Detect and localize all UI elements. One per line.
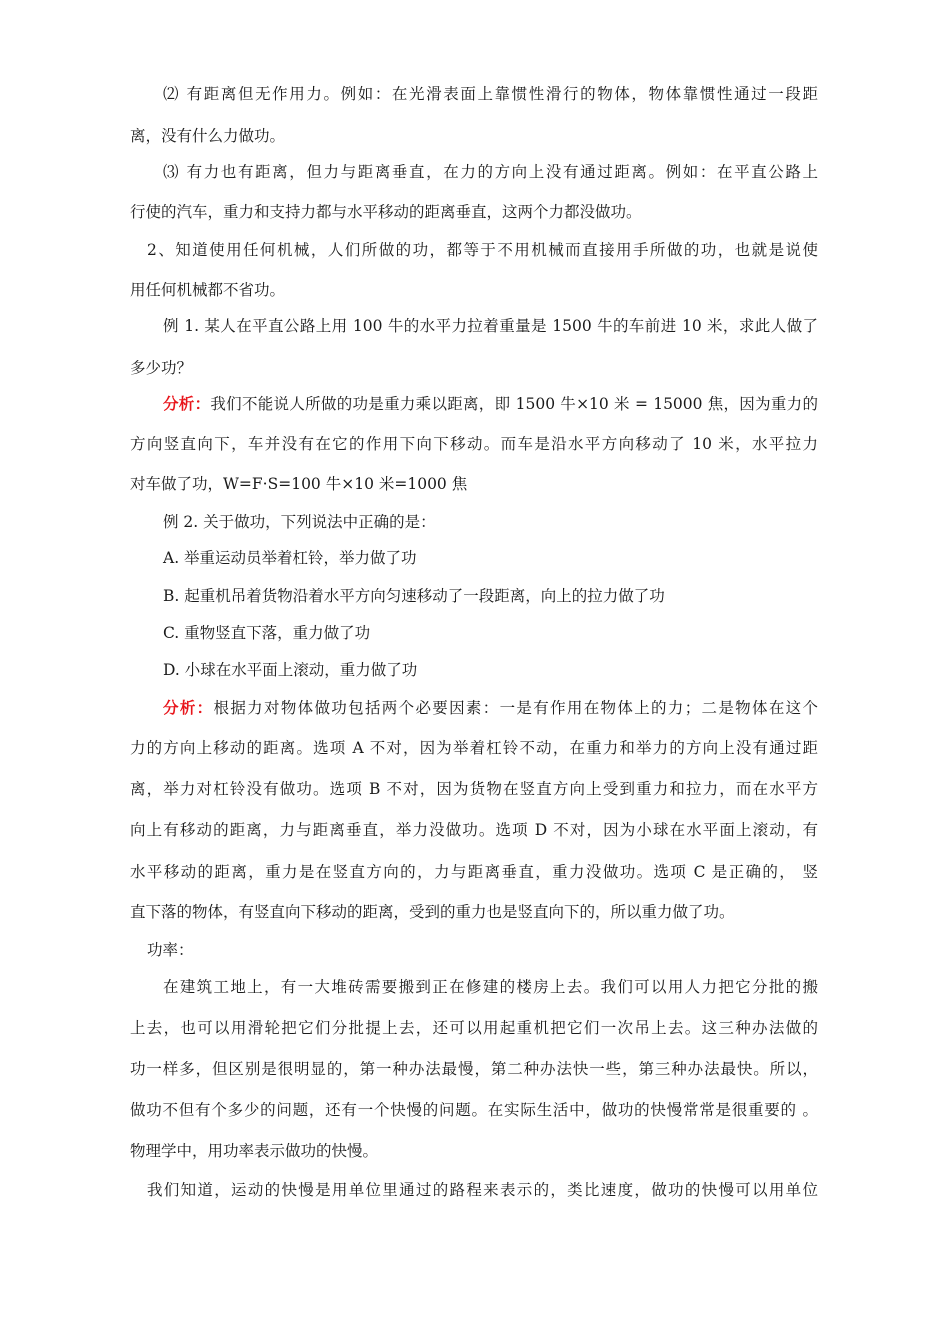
paragraph-line: 向上有移动的距离，力与距离垂直，举力没做功。选项 D 不对，因为小球在水平面上滚动，有 — [130, 821, 818, 839]
paragraph-line: 方向竖直向下，车并没有在它的作用下向下移动。而车是沿水平方向移动了 10 米，水平拉力 — [130, 435, 818, 453]
paragraph-line: 水平移动的距离，重力是在竖直方向的，力与距离垂直，重力没做功。选项 C 是正确的， 竖 — [130, 863, 818, 881]
section-title-power: 功率： — [147, 941, 194, 959]
paragraph-line: 多少功？ — [130, 359, 193, 377]
analysis-2-line — [163, 698, 818, 718]
analysis-label: 分析： — [163, 394, 211, 413]
option-a: A. 举重运动员举着杠铃，举力做了功 — [163, 549, 417, 567]
paragraph-line: 直下落的物体，有竖直向下移动的距离，受到的重力也是竖直向下的，所以重力做了功。 — [130, 903, 735, 921]
paragraph-line: 行使的汽车，重力和支持力都与水平移动的距离垂直，这两个力都没做功。 — [130, 203, 642, 221]
paragraph-line: 功一样多，但区别是很明显的，第一种办法最慢，第二种办法快一些，第三种办法最快。所以， — [130, 1060, 818, 1078]
paragraph-line: 力的方向上移动的距离。选项 A 不对，因为举着杠铃不动，在重力和举力的方向上没有通过距 — [130, 739, 818, 757]
paragraph-line: 用任何机械都不省功。 — [130, 281, 286, 299]
option-d: D. 小球在水平面上滚动，重力做了功 — [163, 661, 418, 679]
paragraph-line: 离，举力对杠铃没有做功。选项 B 不对，因为货物在竖直方向上受到重力和拉力，而在水平方 — [130, 780, 818, 798]
analysis-text: 根据力对物体做功包括两个必要因素：一是有作用在物体上的力；二是物体在这个 — [213, 699, 818, 717]
example-1-question: 例 1. 某人在平直公路上用 100 牛的水平力拉着重量是 1500 牛的车前进 10 米，求此人做了 — [163, 317, 818, 335]
analysis-text: 我们不能说人所做的功是重力乘以距离，即 1500 牛×10 米 = 15000 焦，因为重力的 — [210, 395, 818, 413]
paragraph-line: 物理学中，用功率表示做功的快慢。 — [130, 1142, 379, 1160]
paragraph-line: 做功不但有个多少的问题，还有一个快慢的问题。在实际生活中，做功的快慢常常是很重要的 。 — [130, 1101, 818, 1119]
example-2-question: 例 2. 关于做功，下列说法中正确的是： — [163, 513, 436, 531]
paragraph-line: 上去，也可以用滑轮把它们分批提上去，还可以用起重机把它们一次吊上去。这三种办法做的 — [130, 1019, 818, 1037]
option-b: B. 起重机吊着货物沿着水平方向匀速移动了一段距离，向上的拉力做了功 — [163, 587, 665, 605]
paragraph-line: ⑵ 有距离但无作用力。例如：在光滑表面上靠惯性滑行的物体，物体靠惯性通过一段距 — [163, 85, 818, 103]
paragraph-line: 对车做了功，W=F·S=100 牛×10 米=1000 焦 — [130, 475, 468, 493]
analysis-1-line — [163, 394, 818, 414]
paragraph-line: 离，没有什么力做功。 — [130, 127, 286, 145]
paragraph-line: 我们知道，运动的快慢是用单位里通过的路程来表示的，类比速度，做功的快慢可以用单位 — [147, 1181, 818, 1199]
paragraph-line: 2、知道使用任何机械，人们所做的功，都等于不用机械而直接用手所做的功，也就是说使 — [147, 241, 818, 259]
analysis-label: 分析： — [163, 698, 214, 717]
option-c: C. 重物竖直下落，重力做了功 — [163, 624, 371, 642]
paragraph-line: 在建筑工地上，有一大堆砖需要搬到正在修建的楼房上去。我们可以用人力把它分批的搬 — [163, 978, 818, 996]
paragraph-line: ⑶ 有力也有距离，但力与距离垂直，在力的方向上没有通过距离。例如：在平直公路上 — [163, 163, 818, 181]
